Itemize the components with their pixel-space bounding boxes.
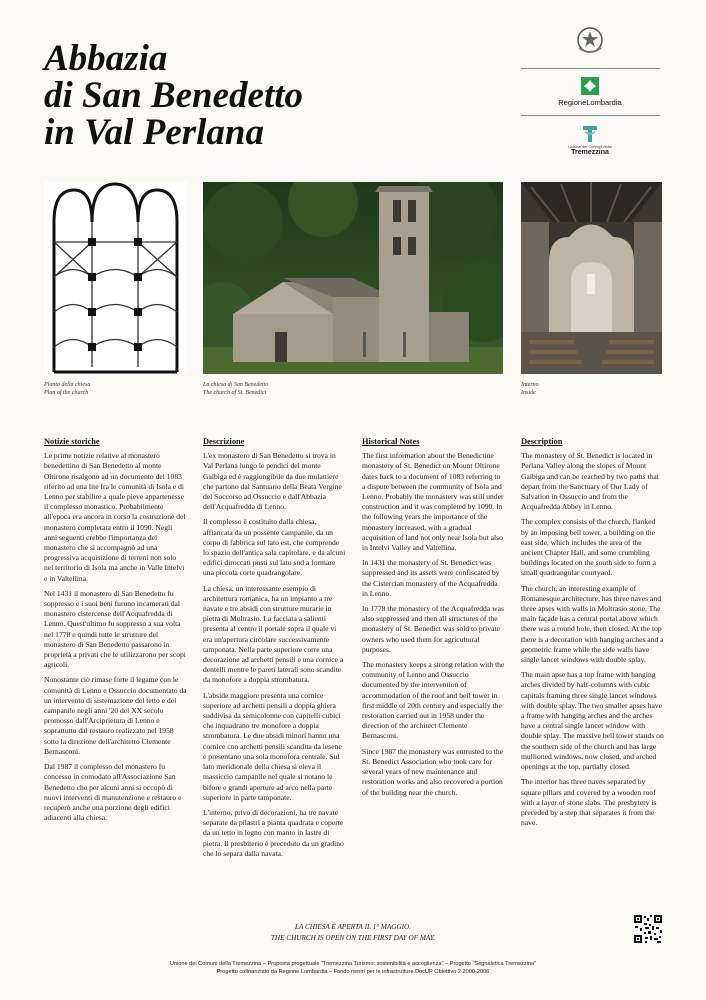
paragraph: The interior has three naves separated by square pillars and covered by a wooden roof with a layer of stone slabs. The presbytery is preceded by a step that separates it from the nave. bbox=[521, 777, 657, 828]
church-interior-illustration bbox=[521, 182, 662, 374]
church-interior-photo bbox=[521, 182, 662, 374]
qr-code-icon[interactable] bbox=[633, 914, 663, 944]
paragraph: L'interno, privo di decorazioni, ha tre navate separate da pilastri a pianta quadrata e coperte da un tetto in legno con manto in lastre di pietra. Il presbiterio è preceduto da un gradino che lo separa dalla navata. bbox=[203, 807, 344, 858]
title-line-2: di San Benedetto bbox=[44, 75, 304, 116]
title-line-1: Abbazia bbox=[44, 38, 168, 79]
paragraph: In 1431 the monastery of St. Benedict was suppressed and its assets were confiscated by the Cistercian monastery of the Acquafredda in Lenno. bbox=[362, 558, 500, 598]
paragraph: In 1778 the monastery of the Acquafredda was also suppressed and then all structures of the monastery of St. Benedict was sold to private owners who used them for agricultural purposes. bbox=[362, 604, 504, 654]
paragraph: The first information about the Benedictine monastery of St. Benedict on Mount Oltirone dates back to a document of 1083 referring to a dispute between the community of Isola and Lenno. Probably the monastery was still under construction and it was completed by 1090. In the following years the importance of the monastery increased, with a gradual acquisition of land not only near Isola but also in Intelvi Valley and Valtellina. bbox=[362, 451, 504, 553]
column-historical-notes bbox=[362, 437, 505, 803]
plan-caption-en: Plan of the church bbox=[44, 390, 89, 396]
paragraph: L'ex monastero di San Benedetto si trova in Val Perlana lungo le pendici del monte Galbiga ed è raggiungibile da due mulattiere che partono dal Santuario della Beata Vergine del Soccorso ad Ossuccio e dall'Abbazia dell'Acquafredda di Lenno. bbox=[203, 451, 342, 512]
tremezzina-icon bbox=[580, 124, 600, 144]
italian-republic-emblem bbox=[540, 24, 640, 64]
column-descrizione bbox=[203, 437, 346, 864]
paragraph: Since 1987 the monastery was entrusted to the St. Benedict Association who took care for several years of new maintenance and restoration works and also recovered a portion of the building near the church. bbox=[362, 746, 504, 797]
paragraph: The church, an interesting example of Romanesque architecture, has three naves and three apses with walls in Moltrasio stone. The main façade has a central portal above which there was a round hole, then closed. At the top there is a decoration with hanging arches and a geometric frame while the side walls have single lancet windows with double splay. bbox=[521, 583, 664, 665]
paragraph: The monastery keeps a strong relation with the community of Lenno and Ossuccio documented by the intervention of accommodation of the roof and bell tower in first middle of 20th century and especially the restoration carried out in 1958 under the direction of the architect Clemente Bernasconi. bbox=[362, 660, 505, 741]
title-line-3: in Val Perlana bbox=[44, 112, 264, 153]
paragraph: The main apse has a top frame with hanging arches divided by half-columns with cubic capitals framing three single lancet windows with double splay. The two smaller apses have a frame with hanging arches and the arches have a central single lancet window with double splay. The massive bell tower stands on the southern side of the church and has large mullioned windows, now closed, and arched openings at the top, partially closed. bbox=[521, 670, 664, 772]
paragraph: Dal 1987 il complesso del monastero fu concesso in comodato all'Associazione San Benedetto che per alcuni anni si occupò di nuovi interventi di manutenzione e restauro e recuperò anche una porzione degli edifici adiacenti alla chiesa. bbox=[44, 762, 182, 823]
paragraph: L'abside maggiore presenta una cornice superiore ad archetti pensili a doppia ghiera suddivisa da semicolonne con capitelli cubici che inquadrano tre monofore a doppia strombatura. Le due absidi minori hanno una cornice con archetti pensili scandita da lesene e presentano una sola monofora centrale. Sul lato meridionale della chiesa si eleva il massiccio campanile nel quale si notano le bifore e grandi aperture ad arco nella parte superiore in parte tamponate. bbox=[203, 690, 342, 802]
logo-divider bbox=[521, 68, 660, 69]
plan-caption-it: Pianta della chiesa bbox=[44, 382, 91, 388]
paragraph: Le prime notizie relative al monastero benedettino di San Benedetto al monte Oltirone risalgono ad un documento del 1083 riferito ad una lite fra le comunità di Isola e di Lenno per stabilire a quale pieve appartenesse il complesso monastico. Probabilmente all'epoca era ancora in corso la costruzione del monastero completata entro il 1090. Negli anni seguenti crebbe l'importanza del monastero che si accompagnò ad una progressiva acquisizione di terreni non solo nel territorio di Isola ma anche in Valle Intelvi e in Valtellina. bbox=[44, 451, 186, 583]
paragraph: Nonostante ciò rimase forte il legame con le comunità di Lenno e Ossuccio documentato da un intervento di sistemazione del tetto e del campanile negli anni '20 del XX secolo promosso dall'Arciprietura di Lenno e soprattutto dal restauro realizzato nel 1958 sotto la direzione dell'architetto Clemente Bernasconi. bbox=[44, 675, 187, 756]
church-exterior-illustration bbox=[203, 182, 503, 374]
paragraph: The monastery of St. Benedict is located in Perlana Valley along the slopes of Mount Galbiga and can be reached by two paths that depart from the Sanctuary of Our Lady of Salvation in Ossuccio and from the Acquafredda Abbey in Lenno. bbox=[521, 451, 659, 512]
tremezzina-name: Tremezzina bbox=[571, 149, 609, 156]
interior-caption bbox=[521, 381, 539, 397]
column-description bbox=[521, 437, 664, 833]
column-heading: Descrizione bbox=[203, 437, 245, 446]
opening-note-en: THE CHURCH IS OPEN ON THE FIRST DAY OF MAY. bbox=[270, 934, 436, 942]
interior-caption-it: Interno bbox=[521, 382, 539, 388]
church-caption bbox=[203, 381, 268, 397]
tremezzina-logo bbox=[540, 124, 640, 156]
column-heading: Historical Notes bbox=[362, 437, 420, 446]
paragraph: Nel 1431 il monastero di San Benedetto fu soppresso e i suoi beni furono incamerati dal monastero cistercense dell'Acquafredda di Lenno. Quest'ultimo fu soppresso a sua volta nel 1778 e quindi tutte le strutture del monastero di San Benedetto passarono in proprietà a privati che le utilizzarono per scopi agricoli. bbox=[44, 588, 186, 670]
regione-lombardia-logo bbox=[540, 77, 640, 107]
regione-lombardia-name: RegioneLombardia bbox=[558, 98, 622, 107]
paragraph: Il complesso è costituito dalla chiesa, affiancata da un possente campanile, da un corpo di fabbrica sul lato est, che comprende lo spazio dell'antica sala capitolare, e da alcuni edifici diroccati posti sul lato sud a formare una piccola corte quadrangolare. bbox=[203, 517, 346, 578]
church-exterior-photo bbox=[203, 182, 503, 374]
regione-lombardia-icon bbox=[581, 77, 599, 95]
credit-line-1: Unione dei Comuni della Tremezzina – Proposta progettuale "Tremezzina Turismo: sostenibilità e accoglienza" – Progetto "Segnaletica Tremezzina" bbox=[169, 961, 537, 967]
church-plan-drawing bbox=[44, 182, 187, 374]
tremezzina-small-text: Unione dei Comuni della bbox=[568, 144, 612, 149]
paragraph: La chiesa, un interessante esempio di architettura romanica, ha un impianto a tre navate e tre absidi con strutture murarie in pietra di Moltrasio. La facciata a salienti presenta al centro il portale sopra il quale vi era un'apertura circolare successivamente tamponata. Nella parte superiore corre una decorazione ad archetti pensili e una cornice a dentelli mentre le pareti laterali sono scandite da monofore a doppia strombatura. bbox=[203, 583, 344, 685]
credits bbox=[0, 960, 706, 976]
paragraph: The complex consists of the church, flanked by an imposing bell tower, a building on the east side, which includes the area of the ancient Chapter Hall, and some crumbling buildings located on the south side to form a small quadrangular courtyard. bbox=[521, 517, 656, 578]
church-caption-en: The church of St. Benedict bbox=[203, 390, 267, 396]
church-caption-it: La chiesa di San Benedetto bbox=[203, 382, 269, 388]
interior-caption-en: Inside bbox=[521, 390, 536, 396]
opening-note bbox=[0, 922, 706, 944]
opening-note-it: LA CHIESA È APERTA IL 1° MAGGIO. bbox=[294, 923, 412, 931]
plan-caption bbox=[44, 381, 90, 397]
italian-republic-emblem-icon bbox=[575, 24, 605, 56]
page-title bbox=[44, 40, 303, 151]
logos-panel bbox=[540, 24, 640, 156]
column-notizie-storiche bbox=[44, 437, 187, 828]
church-plan-image bbox=[44, 182, 187, 374]
logo-divider bbox=[521, 115, 660, 116]
column-heading: Description bbox=[521, 437, 563, 446]
column-heading: Notizie storiche bbox=[44, 437, 100, 446]
credit-line-2: Progetto cofinanziato da Regione Lombardia – Fondo rientri per le infrastrutture DocUP Obiettivo 2 2000-2006 bbox=[216, 969, 490, 975]
